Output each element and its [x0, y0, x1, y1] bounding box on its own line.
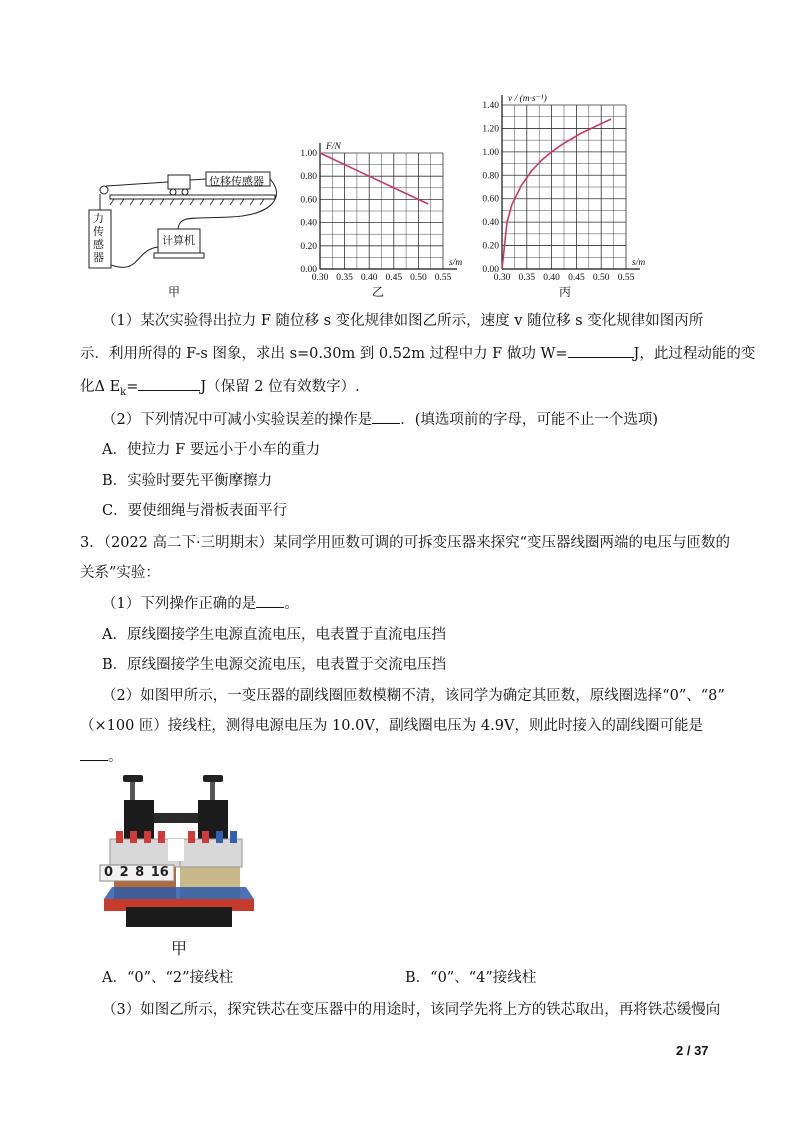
x-tick-label: 0.40 — [543, 273, 560, 283]
y-tick-label: 0.20 — [300, 241, 317, 252]
data-line — [502, 119, 611, 269]
y-tick-label: 0.40 — [482, 218, 499, 229]
q2-part1-line2-text: 示．利用所得的 F-s 图象，求出 s=0.30m 到 0.52m 过程中力 F 做功 W= — [80, 346, 568, 362]
x-axis-label: s/m — [632, 258, 646, 268]
work-answer-blank[interactable] — [568, 357, 634, 358]
x-tick-label: 0.30 — [493, 273, 511, 283]
x-tick-label: 0.50 — [592, 273, 610, 283]
q2-option-b: B．实验时要先平衡摩擦力 — [102, 473, 273, 489]
page-number: 2 / 37 — [676, 1043, 709, 1058]
ek-subscript: k — [120, 386, 127, 398]
force-displacement-chart — [290, 125, 480, 290]
y-tick-label: 0.00 — [482, 265, 499, 275]
q3-option-b: B．原线圈接学生电源交流电压，电表置于交流电压挡 — [102, 657, 447, 673]
q3-part1-line — [102, 594, 299, 614]
q3-part1-answer-blank[interactable] — [256, 607, 284, 608]
y-tick-label: 0.00 — [300, 265, 317, 275]
x-tick-label: 0.35 — [336, 273, 353, 283]
q2-part2-line — [102, 410, 658, 430]
velocity-displacement-chart — [470, 86, 660, 290]
data-line — [320, 153, 428, 204]
x-axis-label: s/m — [449, 258, 463, 268]
force-sensor-label: 力传感器 — [93, 212, 104, 264]
x-tick-label: 0.55 — [617, 273, 635, 283]
x-tick-label: 0.50 — [410, 273, 427, 283]
q2-part1-line1: （1）某次实验得出拉力 F 随位移 s 变化规律如图乙所示，速度 v 随位移 s 变化规律如图丙所 — [102, 313, 704, 329]
q2-part1-line3-tail: J（保留 2 位有效数字）. — [200, 379, 360, 395]
q3-part2-tail: 。 — [108, 749, 123, 765]
figure-jia-caption: 甲 — [168, 285, 181, 299]
delta-ek-label: 化Δ E — [80, 379, 121, 395]
y-tick-label: 0.60 — [482, 194, 499, 205]
q3-part1-tail: 。 — [284, 596, 299, 612]
q3-part3-line1: （3）如图乙所示，探究铁芯在变压器中的用途时，该同学先将上方的铁芯取出，再将铁芯缓慢向 — [102, 1002, 721, 1018]
q2-part2-text: （2）下列情况中可减小实验误差的操作是 — [102, 412, 373, 428]
q3-choice-a: A．“0”、“2”接线柱 — [102, 970, 234, 986]
transformer-photo — [96, 773, 266, 935]
computer-label: 计算机 — [162, 234, 195, 247]
y-tick-label: 1.00 — [482, 147, 499, 158]
x-tick-label: 0.30 — [311, 273, 329, 283]
y-axis-label: v / (m·s⁻¹) — [508, 94, 547, 104]
q2-part1-line2 — [80, 344, 755, 364]
q2-part1-line3 — [80, 377, 360, 403]
y-axis-label: F/N — [326, 142, 341, 152]
x-tick-label: 0.35 — [518, 273, 536, 283]
q3-part2-line3 — [80, 747, 123, 767]
coil-number-labels: 0 2 8 16 — [104, 865, 169, 880]
transformer-caption: 甲 — [171, 939, 188, 958]
y-tick-label: 1.00 — [300, 149, 317, 159]
y-tick-label: 0.40 — [300, 218, 317, 229]
x-tick-label: 0.40 — [360, 273, 378, 283]
q3-option-a: A．原线圈接学生电源直流电压，电表置于直流电压挡 — [102, 627, 446, 643]
sensor-label: 位移传感器 — [209, 175, 264, 188]
x-tick-label: 0.55 — [434, 273, 452, 283]
q3-part2-answer-blank[interactable] — [80, 760, 108, 761]
chart-yi-caption: 乙 — [372, 285, 385, 299]
y-tick-label: 0.60 — [300, 195, 317, 206]
equals-sign: = — [126, 379, 139, 395]
x-tick-label: 0.45 — [385, 273, 403, 283]
q3-choice-b: B．“0”、“4”接线柱 — [405, 970, 537, 986]
y-tick-label: 0.80 — [300, 172, 317, 183]
q2-option-a: A．使拉力 F 要远小于小车的重力 — [102, 442, 321, 458]
q3-stem-line2: 关系”实验： — [80, 565, 160, 581]
q3-stem-line1: 3．（2022 高二下·三明期末）某同学用匝数可调的可拆变压器来探究“变压器线圈两端的电压与匝数的 — [80, 535, 731, 551]
y-tick-label: 0.20 — [482, 241, 499, 252]
q3-part1-text: （1）下列操作正确的是 — [102, 596, 257, 612]
q2-part1-line2-tail: J，此过程动能的变 — [633, 346, 756, 362]
q2-option-c: C．要使细绳与滑板表面平行 — [102, 503, 288, 519]
kinetic-energy-answer-blank[interactable] — [138, 390, 200, 391]
x-tick-label: 0.45 — [568, 273, 585, 283]
y-tick-label: 1.20 — [482, 124, 499, 135]
q3-part2-line2: （×100 匝）接线柱，测得电源电压为 10.0V，副线圈电压为 4.9V，则此时接入的副线圈可能是 — [80, 718, 703, 734]
q3-part2-line1: （2）如图甲所示，一变压器的副线圈匝数模糊不清，该同学为确定其匝数，原线圈选择“0”、“8” — [102, 688, 725, 704]
chart-bing-caption: 丙 — [559, 285, 572, 299]
q2-part2-tail: ．(填选项前的字母，可能不止一个选项) — [400, 412, 659, 428]
y-tick-label: 0.80 — [482, 171, 499, 182]
y-tick-label: 1.40 — [482, 101, 499, 111]
adjust-screws — [123, 775, 223, 800]
q2-part2-answer-blank[interactable] — [372, 423, 400, 424]
